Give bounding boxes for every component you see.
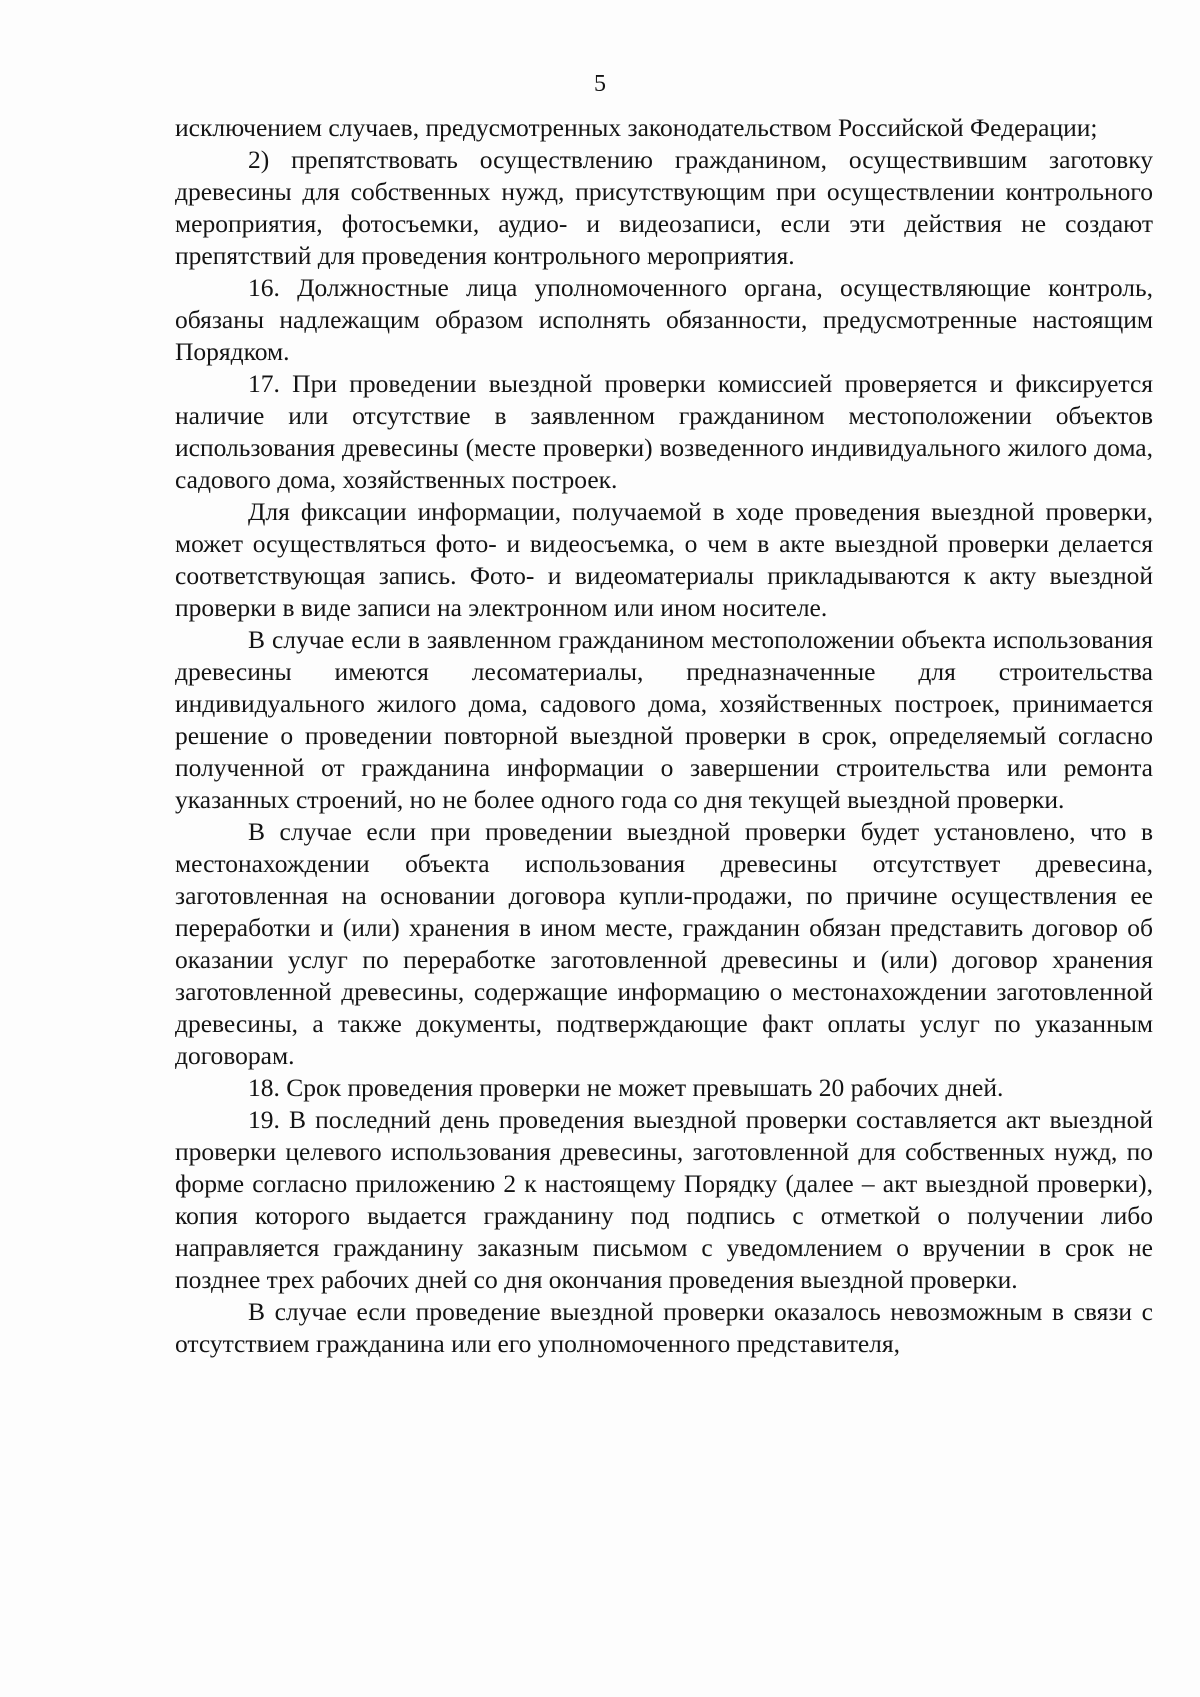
paragraph-continuation: исключением случаев, предусмотренных законодательством Российской Федерации; <box>175 113 1098 142</box>
paragraph-missing-timber: В случае если при проведении выездной проверки будет установлено, что в местонахождении объекта использования древесины отсутствует древесина, заготовленная на основании договора купли-продажи, по причине осуществления ее переработки и (или) хранения в ином месте, гражданин обязан представить договор об оказании услуг по переработке заготовленной древесины и (или) договор хранения заготовленной древесины, содержащие информацию о местонахождении заготовленной древесины, а также документы, подтверждающие факт оплаты услуг по указанным договорам. <box>175 817 1153 1070</box>
paragraph-clause-19: 19. В последний день проведения выездной проверки составляется акт выездной проверки целевого использования древесины, заготовленной для собственных нужд, по форме согласно приложению 2 к настоящему Порядку (далее – акт выездной проверки), копия которого выдается гражданину под подпись с отметкой о получении либо направляется гражданину заказным письмом с уведомлением о вручении в срок не позднее трех рабочих дней со дня окончания проведения выездной проверки. <box>175 1105 1153 1294</box>
paragraph-clause-17: 17. При проведении выездной проверки комиссией проверяется и фиксируется наличие или отсутствие в заявленном гражданином местоположении объектов использования древесины (месте проверки) возведенного индивидуального жилого дома, садового дома, хозяйственных построек. <box>175 369 1153 494</box>
paragraph-item-2: 2) препятствовать осуществлению гражданином, осуществившим заготовку древесины для собственных нужд, присутствующим при осуществлении контрольного мероприятия, фотосъемки, аудио- и видеозаписи, если эти действия не создают препятствий для проведения контрольного мероприятия. <box>175 145 1153 270</box>
paragraph-clause-18: 18. Срок проведения проверки не может превышать 20 рабочих дней. <box>248 1073 1004 1102</box>
paragraph-photo-video: Для фиксации информации, получаемой в ходе проведения выездной проверки, может осуществляться фото- и видеосъемка, о чем в акте выездной проверки делается соответствующая запись. Фото- и видеоматериалы прикладываются к акту выездной проверки в виде записи на электронном или ином носителе. <box>175 497 1153 622</box>
paragraph-inspection-impossible: В случае если проведение выездной проверки оказалось невозможным в связи с отсутствием гражданина или его уполномоченного представителя, <box>175 1297 1153 1358</box>
page-number: 5 <box>594 71 606 97</box>
paragraph-clause-16: 16. Должностные лица уполномоченного органа, осуществляющие контроль, обязаны надлежащим образом исполнять обязанности, предусмотренные настоящим Порядком. <box>175 273 1153 366</box>
document-body <box>175 112 1153 1360</box>
paragraph-timber-materials: В случае если в заявленном гражданином местоположении объекта использования древесины имеются лесоматериалы, предназначенные для строительства индивидуального жилого дома, садового дома, хозяйственных построек, принимается решение о проведении повторной выездной проверки в срок, определяемый согласно полученной от гражданина информации о завершении строительства или ремонта указанных строений, но не более одного года со дня текущей выездной проверки. <box>175 625 1153 814</box>
